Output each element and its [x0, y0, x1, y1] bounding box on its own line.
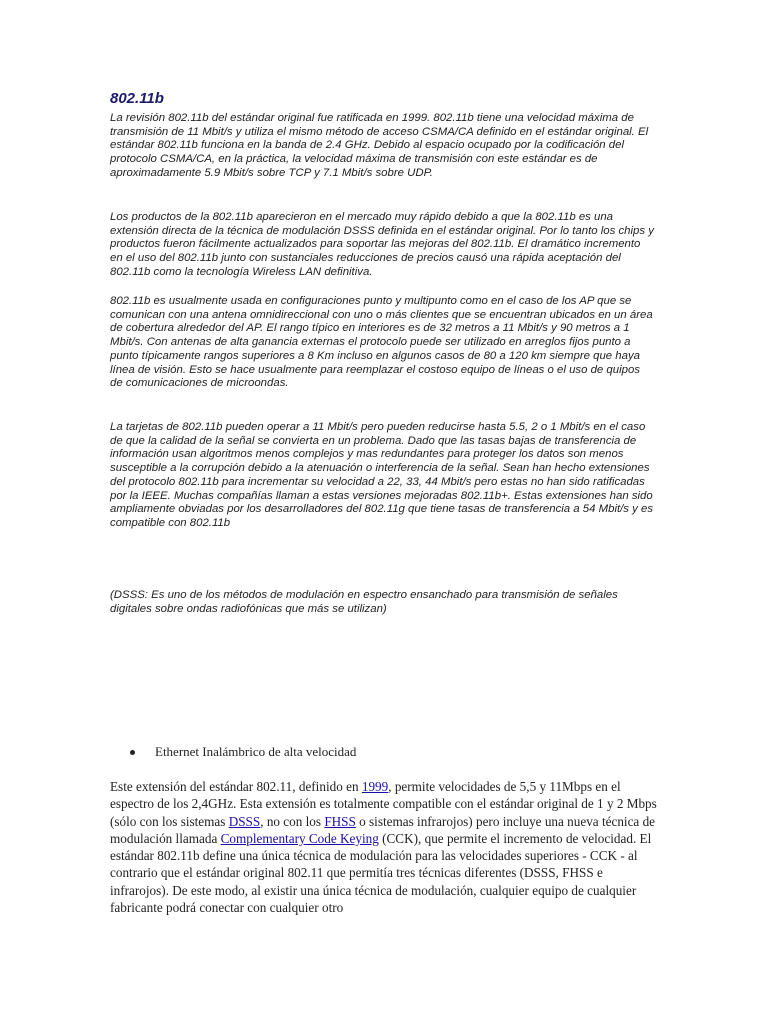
paragraph-cards: La tarjetas de 802.11b pueden operar a 11 Mbit/s pero pueden reducirse hasta 5.5, 2 o 1 Mbit/s en el caso de que la calidad de la señal se convierta en un problema. Dado que las tasas bajas de transferencia de información usan algoritmos menos complejos y mas redundantes para proteger los datos son menos susceptible a la corrupción debido a la atenuación o interferencia de la señal. Sean han hecho extensiones del protocolo 802.11b para incrementar su velocidad a 22, 33, 44 Mbit/s pero estas no han sido ratificadas por la IEEE. Muchas compañías llaman a estas versiones mejoradas 802.11b+. Estas extensiones han sido ampliamente obviadas por los desarrolladores del 802.11g que tiene tasas de transferencia a 54 Mbit/s y es compatible con 802.11b: [110, 421, 654, 529]
link-complementary-code-keying[interactable]: Complementary Code Keying: [220, 830, 379, 846]
paragraph-configurations: 802.11b es usualmente usada en configuraciones punto y multipunto como en el caso de los AP que se comunican con una antena omnidireccional con uno o más clientes que se encuentran ubicados en un área de cobertura alrededor del AP. El rango típico en interiores es de 32 metros a 11 Mbit/s y 90 metros a 1 Mbit/s. Con antenas de alta ganancia externas el protocolo puede ser utilizado en arreglos fijos punto a punto típicamente rangos superiores a 8 Km incluso en algunos casos de 80 a 120 km siempre que haya línea de visión. Esto se hace usualmente para reemplazar el costoso equipo de líneas o el uso de quipos de comunicaciones de microondas.: [110, 295, 653, 390]
bullet-text: Ethernet Inalámbrico de alta velocidad: [155, 744, 357, 759]
text-segment: (CCK), que permite el incremento de velocidad. El estándar 802.11b define una única técnica de modulación para las velocidades superiores - CCK - al contrario que el estándar original 802.11 que permitía tres técnicas diferentes (DSSS, FHSS e infrarojos). De este modo, al existir una única técnica de modulación, cualquier equipo de cualquier fabricante podrá conectar con cualquier otro: [110, 830, 652, 916]
link-dsss[interactable]: DSSS: [228, 813, 261, 829]
bullet-dot-icon: [130, 750, 135, 755]
text-segment: , no con los: [260, 813, 325, 829]
paragraph-extension: [110, 778, 658, 916]
bullet-item: [130, 744, 356, 760]
link-fhss[interactable]: FHSS: [324, 813, 356, 829]
text-segment: Este extensión del estándar 802.11, definido en: [110, 779, 362, 794]
link-1999[interactable]: 1999: [361, 779, 389, 794]
paragraph-dsss-note: (DSSS: Es uno de los métodos de modulación en espectro ensanchado para transmisión de señales digitales sobre ondas radiofónicas que más se utilizan): [110, 589, 618, 615]
text-segment: , permite velocidades de 5,5 y 11Mbps en el espectro de los 2,4GHz. Esta extensión es totalmente compatible con el estándar original de 1 y 2 Mbps (sólo con los sistemas: [110, 779, 657, 829]
section-title: 802.11b: [110, 90, 164, 107]
paragraph-products: Los productos de la 802.11b aparecieron en el mercado muy rápido debido a que la 802.11b es una extensión directa de la técnica de modulación DSSS definida en el estándar original. Por lo tanto los chips y productos fueron fácilmente actualizados para soportar las mejoras del 802.11b. El dramático incremento en el uso del 802.11b junto con sustanciales reducciones de precios causó una rápida aceptación del 802.11b como la tecnología Wireless LAN definitiva.: [110, 211, 654, 278]
paragraph-ratification: La revisión 802.11b del estándar original fue ratificada en 1999. 802.11b tiene una velocidad máxima de transmisión de 11 Mbit/s y utiliza el mismo método de acceso CSMA/CA definido en el estándar original. El estándar 802.11b funciona en la banda de 2.4 GHz. Debido al espacio ocupado por la codificación del protocolo CSMA/CA, en la práctica, la velocidad máxima de transmisión con este estándar es de aproximadamente 5.9 Mbit/s sobre TCP y 7.1 Mbit/s sobre UDP.: [110, 112, 649, 179]
text-segment: o sistemas infrarojos) pero incluye una nueva técnica de modulación llamada: [110, 813, 656, 846]
